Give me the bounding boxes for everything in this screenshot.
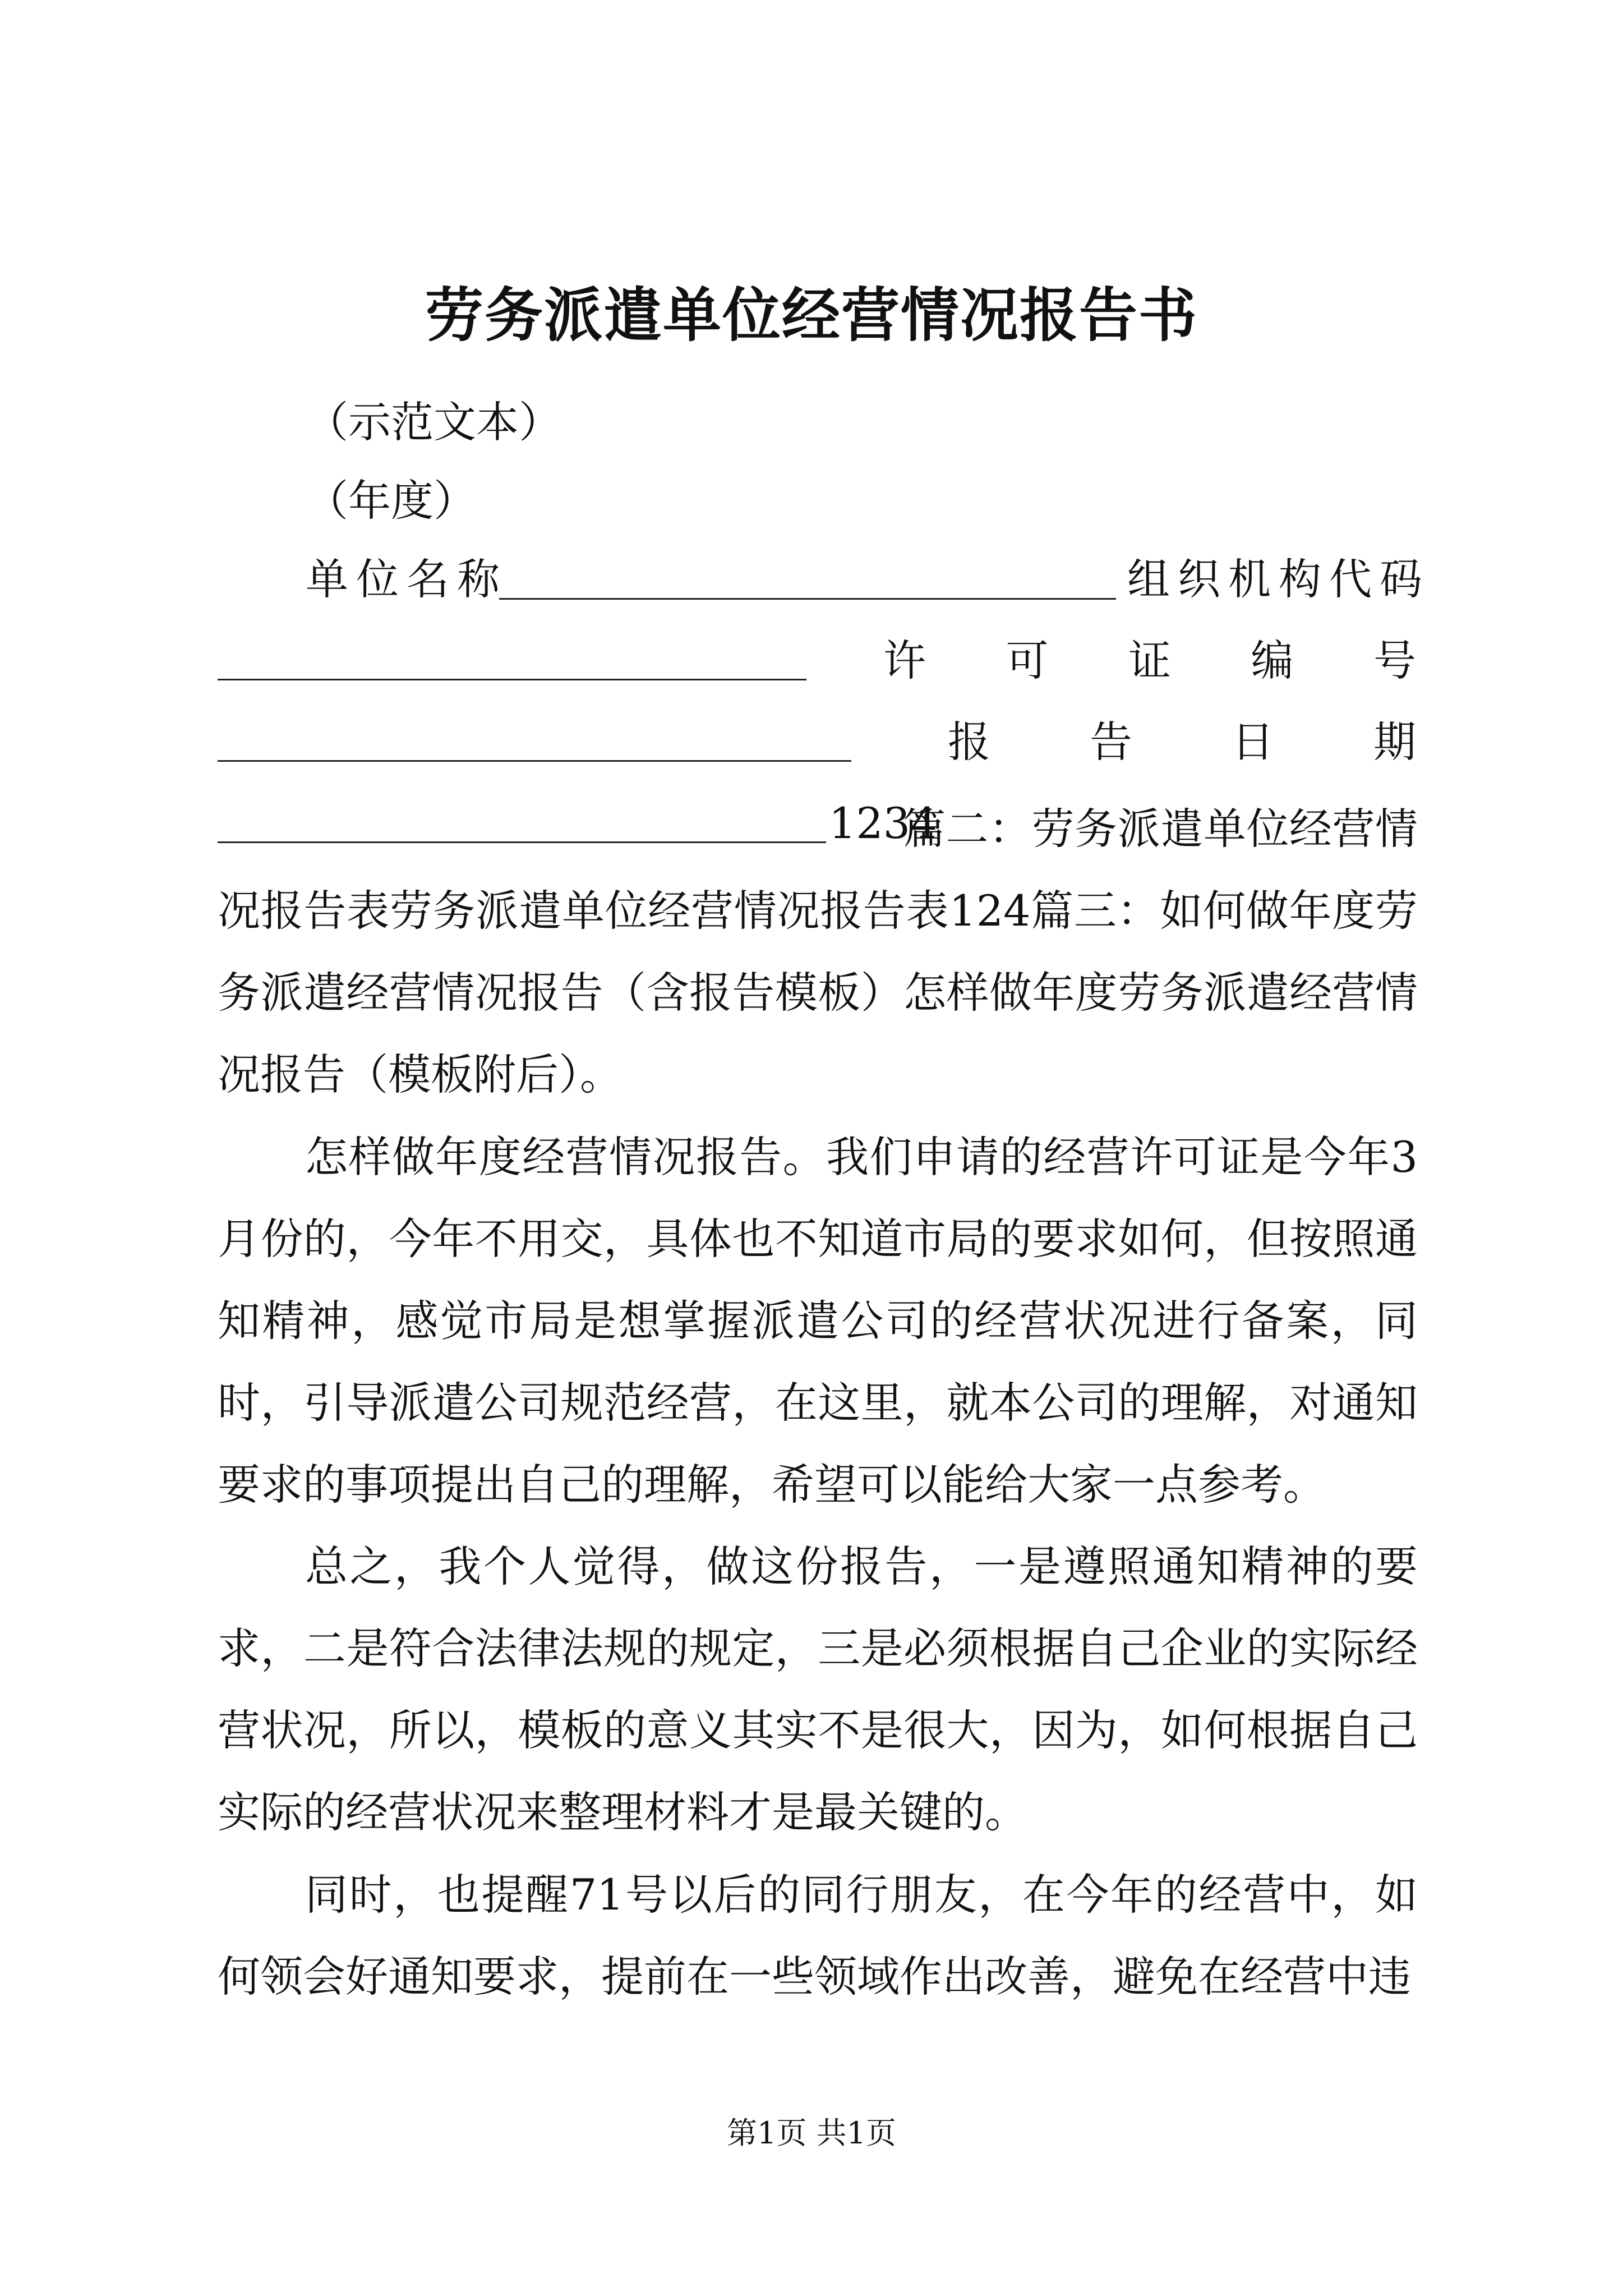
license-label-char: 证 [1128, 636, 1171, 685]
license-label-char: 可 [1006, 636, 1049, 685]
page-footer: 第1页 共1页 [727, 2115, 896, 2151]
sample-text-note: （示范文本） [306, 397, 561, 447]
body-paragraph: 怎样做年度经营情况报告。我们申请的经营许可证是今年3月份的，今年不用交，具体也不知道市局的要求如何，但按照通知精神，感觉市局是想掌握派遣公司的经营状况进行备案，同时，引导派遣公司规范经营，在这里，就本公司的理解，对通知要求的事项提出自己的理解，希望可以能给大家一点参考。 [218, 1132, 1418, 1510]
body-paragraph: 同时，也提醒71号以后的同行朋友，在今年的经营中，如何领会好通知要求，提前在一些领域作出改善，避免在经营中违 [218, 1870, 1418, 2001]
license-label-char: 编 [1251, 636, 1294, 685]
document-title: 劳务派遣单位经营情况报告书 [425, 280, 1198, 349]
report-date-label-char: 期 [1373, 717, 1416, 767]
report-date-label-char: 报 [948, 717, 990, 767]
license-label-char: 许 [883, 636, 926, 685]
org-code-label: 组织机构代码 [1127, 554, 1430, 604]
year-note: （年度） [306, 476, 476, 526]
body-paragraph: 总之，我个人觉得，做这份报告，一是遵照通知精神的要求，二是符合法律法规的规定，三是必须根据自己企业的实际经营状况，所以，模板的意义其实不是很大，因为，如何根据自己实际的经营状况来整理材料才是最关键的。 [218, 1542, 1418, 1837]
license-number-label [883, 636, 1416, 685]
license-label-char: 号 [1373, 636, 1416, 685]
unit-name-label: 单位名称 [306, 554, 508, 604]
trailing-number: 1234 [829, 798, 938, 848]
report-date-label-char: 日 [1232, 717, 1274, 767]
report-date-label-char: 告 [1090, 717, 1132, 767]
report-date-label [948, 717, 1416, 767]
unit-name-blank [499, 598, 1116, 600]
org-code-blank [218, 679, 806, 680]
body-paragraph: 篇二：劳务派遣单位经营情况报告表劳务派遣单位经营情况报告表124篇三：如何做年度劳务派遣经营情况报告（含报告模板）怎样做年度劳务派遣经营情况报告（模板附后）。 [218, 804, 1418, 1099]
license-number-blank [218, 760, 851, 762]
